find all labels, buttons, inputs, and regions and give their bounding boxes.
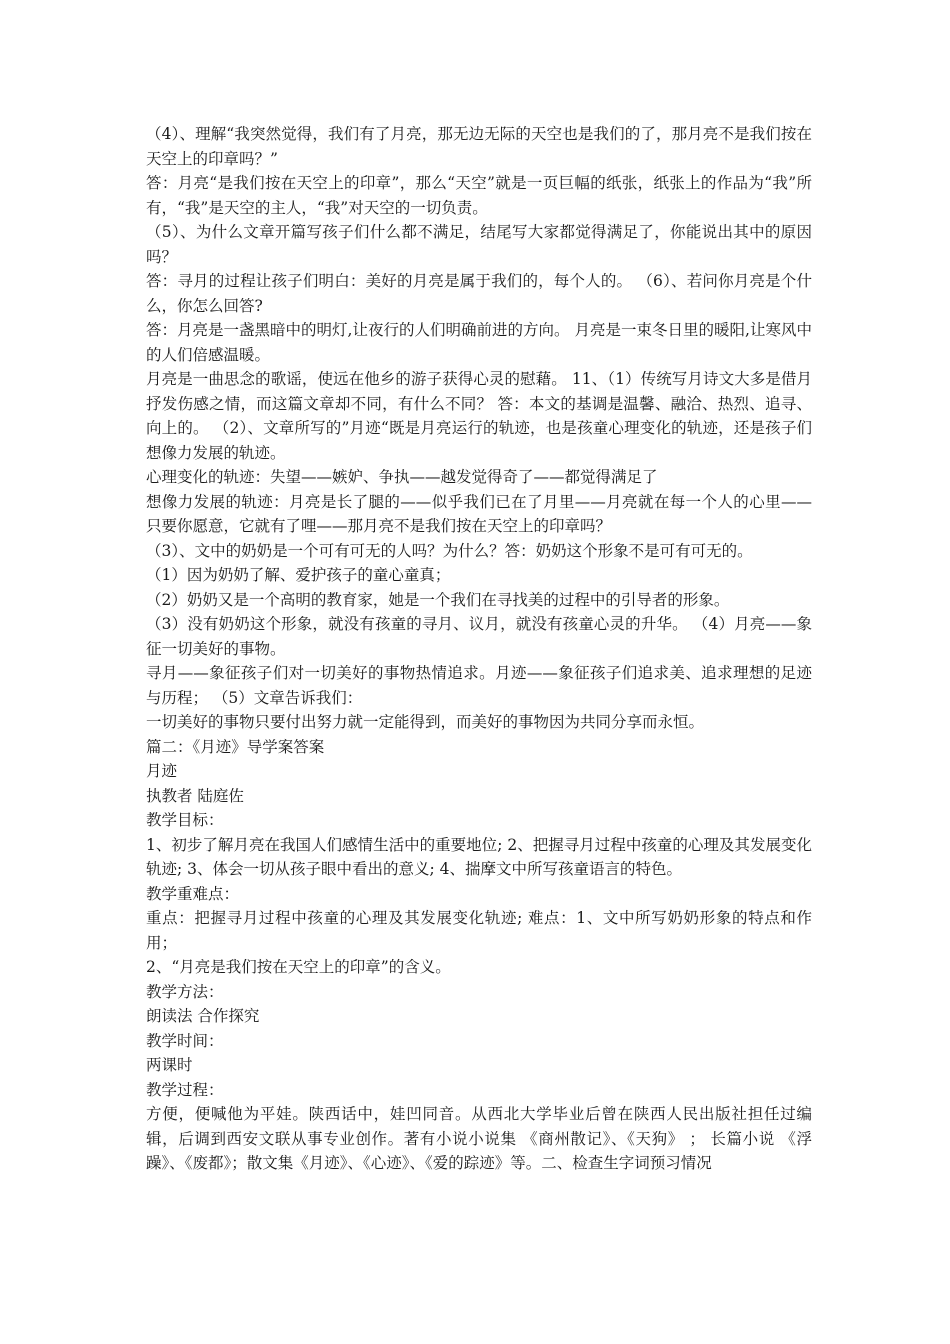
paragraph: 答：月亮“是我们按在天空上的印章”，那么“天空”就是一页巨幅的纸张，纸张上的作品为“我”所有，“我”是天空的主人，“我”对天空的一切负责。 (146, 174, 812, 217)
section-heading: 篇二：《月迹》导学案答案 (146, 737, 325, 756)
paragraph: 方便，便喊他为平娃。陕西话中，娃凹同音。从西北大学毕业后曾在陕西人民出版社担任过编辑，后调到西安文联从事专业创作。著有小说小说集 《商州散记》、《天狗》 ； 长篇小说 《浮躁》、《废都》；散文集《月迹》、《心迹》、《爱的踪迹》等。二、检查生字词预习情况 (146, 1105, 812, 1172)
paragraph: 答：寻月的过程让孩子们明白：美好的月亮是属于我们的，每个人的。 （6）、若问你月亮是个什么，你怎么回答? (146, 272, 812, 315)
document-page (146, 122, 812, 1176)
paragraph: 朗读法 合作探究 (146, 1007, 260, 1025)
paragraph: （3）没有奶奶这个形象，就没有孩童的寻月、议月，就没有孩童心灵的升华。 （4）月亮——象征一切美好的事物。 (146, 615, 812, 658)
subheading: 教学过程： (146, 1080, 224, 1099)
paragraph: （1）因为奶奶了解、爱护孩子的童心童真； (146, 566, 451, 584)
paragraph: 想像力发展的轨迹：月亮是长了腿的——似乎我们已在了月里——月亮就在每一个人的心里——只要你愿意，它就有了哩——那月亮不是我们按在天空上的印章吗？ (146, 492, 812, 535)
paragraph: 一切美好的事物只要付出努力就一定能得到，而美好的事物因为共同分享而永恒。 (146, 713, 705, 731)
paragraph: （5）、为什么文章开篇写孩子们什么都不满足，结尾写大家都觉得满足了，你能说出其中的原因吗？ (146, 223, 812, 266)
article-title: 月迹 (146, 762, 178, 780)
paragraph: （4）、理解“我突然觉得，我们有了月亮，那无边无际的天空也是我们的了，那月亮不是我们按在天空上的印章吗？” (146, 125, 812, 168)
paragraph: 心理变化的轨迹：失望——嫉妒、争执——越发觉得奇了——都觉得满足了 (146, 468, 658, 486)
paragraph: （2）奶奶又是一个高明的教育家，她是一个我们在寻找美的过程中的引导者的形象。 (146, 590, 730, 609)
paragraph: 2、“月亮是我们按在天空上的印章”的含义。 (146, 958, 451, 976)
paragraph: 寻月——象征孩子们对一切美好的事物热情追求。月迹——象征孩子们追求美、追求理想的足迹与历程； （5）文章告诉我们： (146, 664, 812, 707)
author-line: 执教者 陆庭佐 (146, 786, 244, 805)
paragraph: 答：月亮是一盏黑暗中的明灯,让夜行的人们明确前进的方向。 月亮是一束冬日里的暖阳,让寒风中的人们倍感温暖。 (146, 321, 812, 364)
paragraph: 1、初步了解月亮在我国人们感情生活中的重要地位; 2、把握寻月过程中孩童的心理及其发展变化轨迹; 3、体会一切从孩子眼中看出的意义; 4、揣摩文中所写孩童语言的特色。 (146, 835, 812, 878)
subheading: 教学方法： (146, 982, 224, 1001)
subheading: 教学重难点： (146, 884, 240, 903)
paragraph: 两课时 (146, 1056, 193, 1074)
paragraph: （3）、文中的奶奶是一个可有可无的人吗？为什么？答：奶奶这个形象不是可有可无的。 (146, 541, 753, 560)
subheading: 教学目标： (146, 811, 224, 829)
paragraph: 重点：把握寻月过程中孩童的心理及其发展变化轨迹; 难点：1、文中所写奶奶形象的特点和作用； (146, 909, 812, 952)
subheading: 教学时间： (146, 1031, 224, 1050)
paragraph: 月亮是一曲思念的歌谣，使远在他乡的游子获得心灵的慰藉。 11、（1）传统写月诗文大多是借月抒发伤感之情，而这篇文章却不同，有什么不同？ 答：本文的基调是温馨、融洽、热烈、追寻、向上的。 （2）、文章所写的”月迹“既是月亮运行的轨迹，也是孩童心理变化的轨迹，还是孩子们想像力发展的轨迹。 (146, 370, 812, 462)
